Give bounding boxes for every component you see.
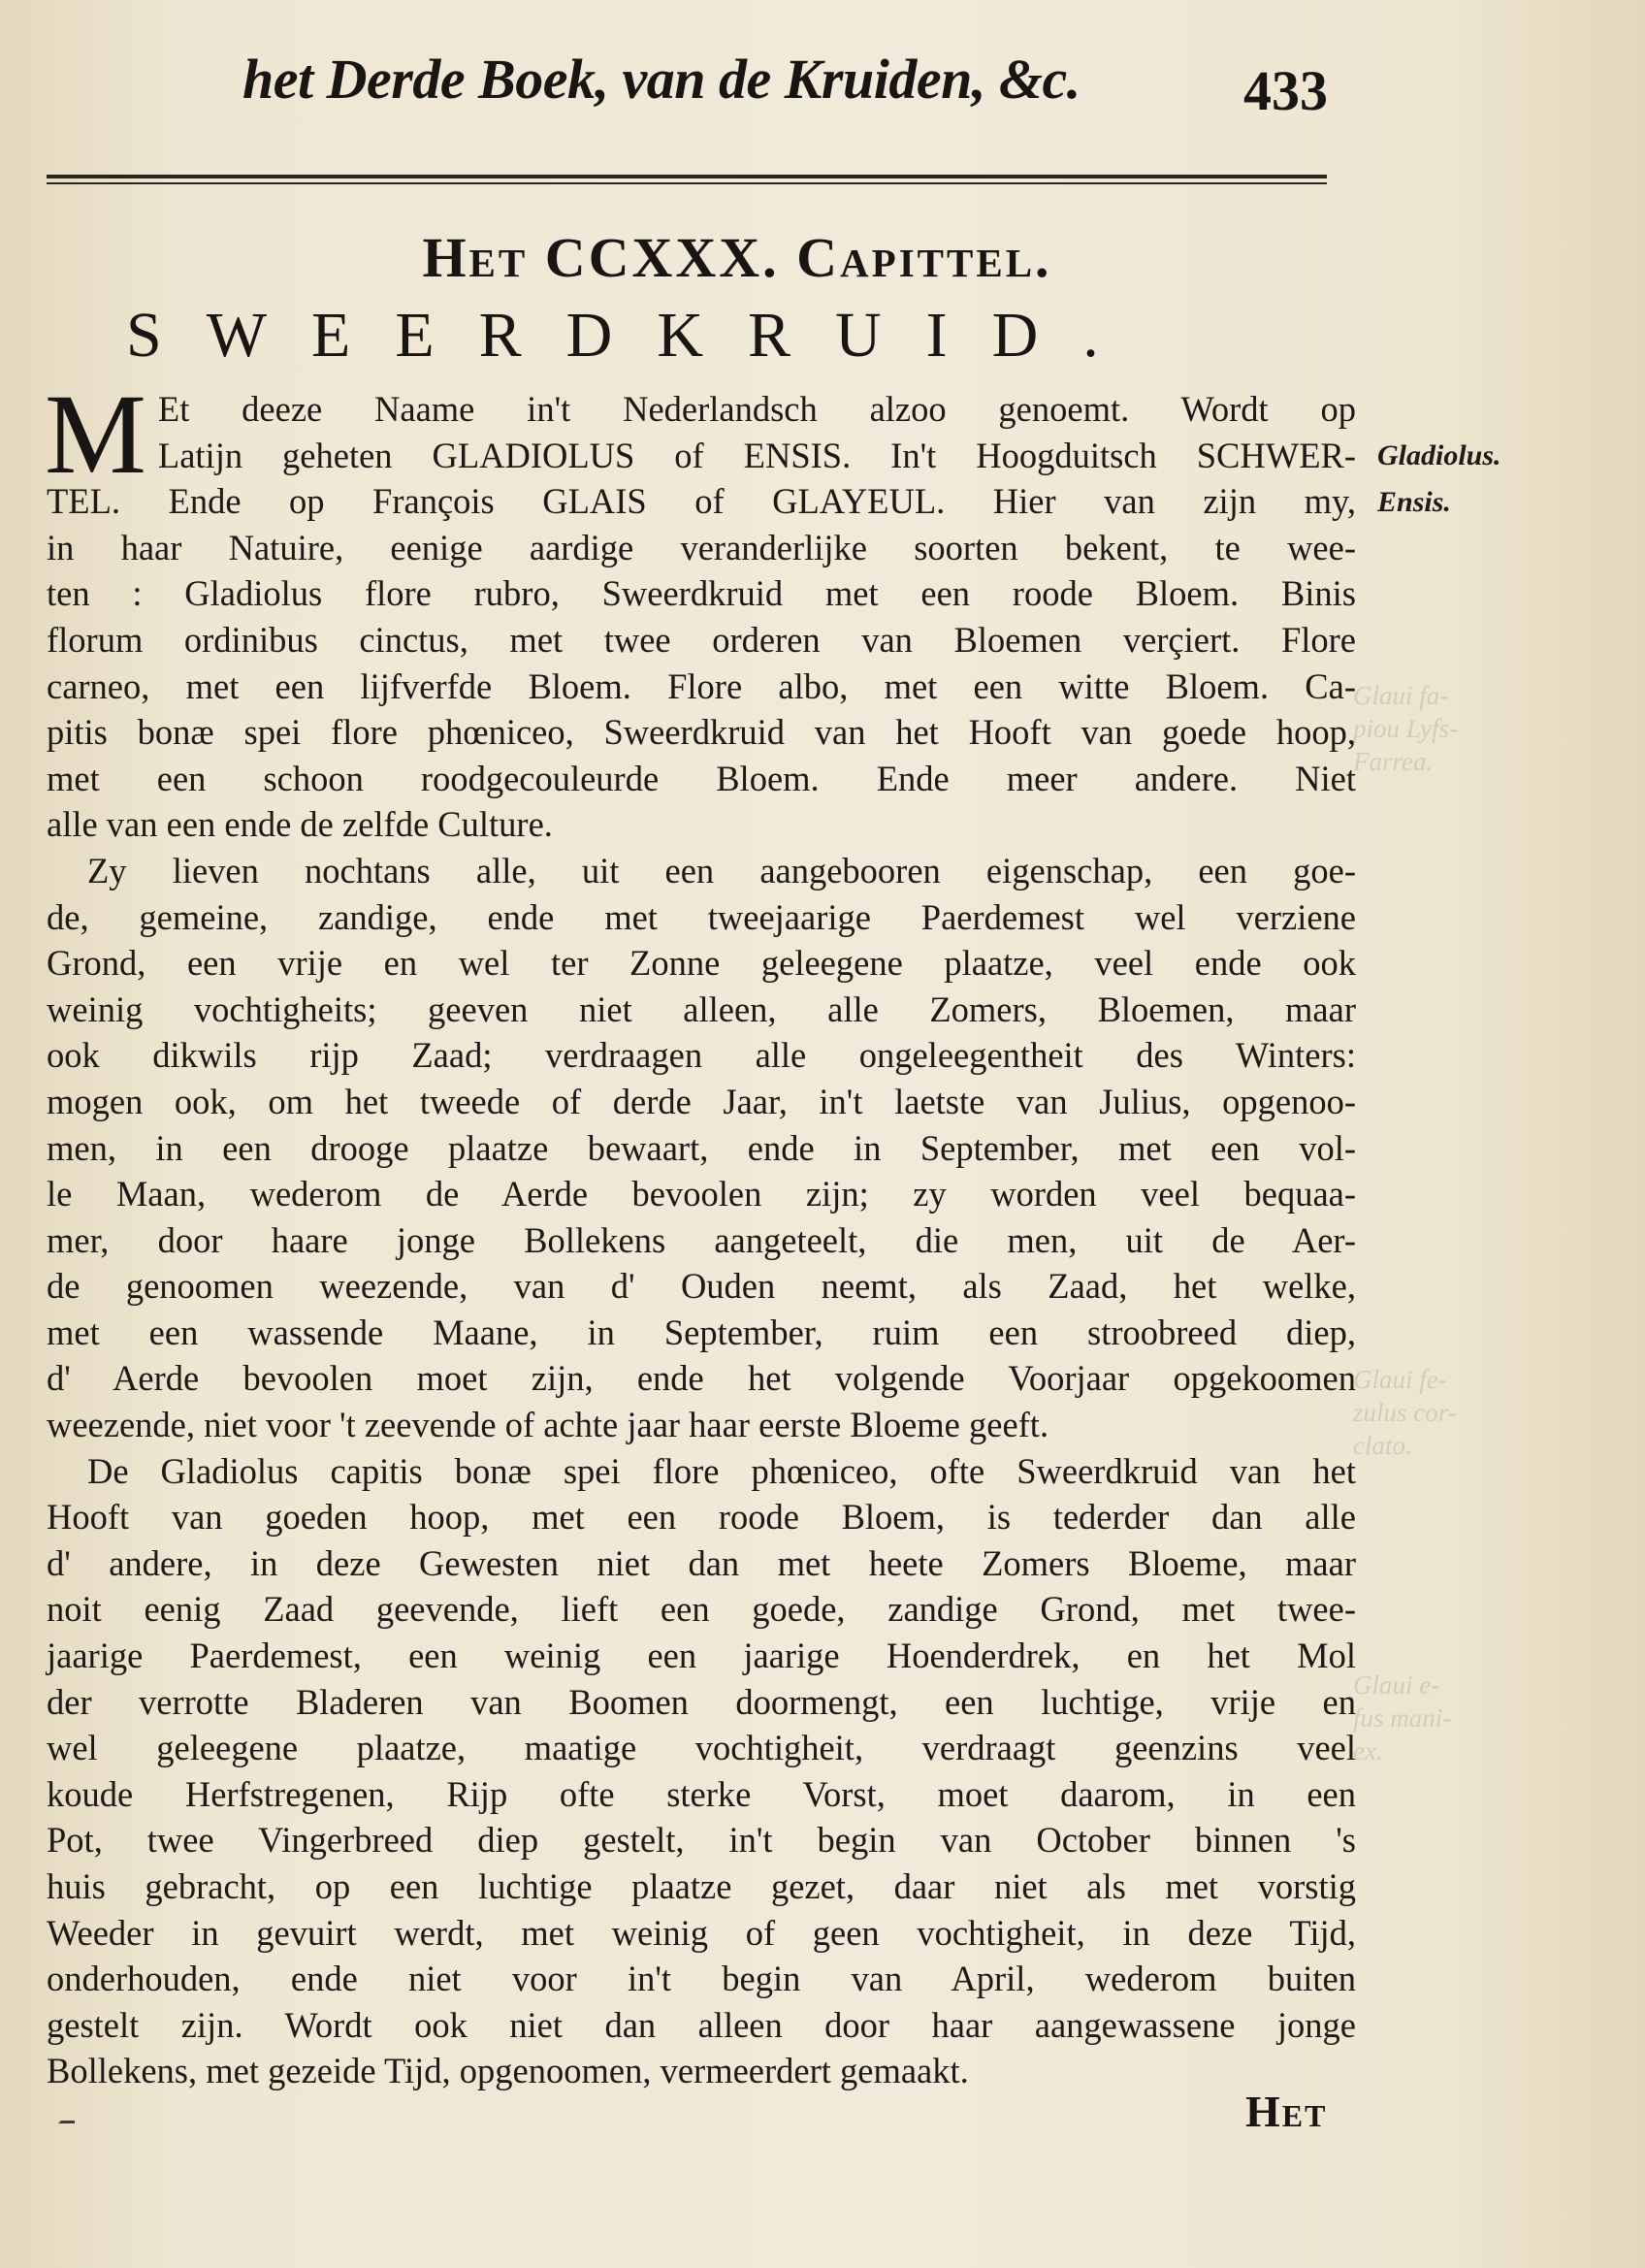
show-through-decoration: Glaui fe- zulus cor- clato. (1353, 1365, 1457, 1460)
show-through-decoration: Glaui fa- piou Lyfs- Farrea. (1353, 681, 1458, 776)
text-line: Et deeze Naame in't Nederlandsch alzoo genoemt. Wordt op (157, 389, 1356, 429)
text-line: in haar Natuire, eenige aardige veranderlijke soorten bekent, te wee- (47, 527, 1356, 567)
text-line: De Gladiolus capitis bonæ spei flore phœniceo, ofte Sweerdkruid van het (87, 1450, 1356, 1491)
text-line: ten : Gladiolus flore rubro, Sweerdkruid met een roode Bloem. Binis (47, 573, 1356, 614)
text-line: weinig vochtigheits; geeven niet alleen, alle Zomers, Bloemen, maar (47, 988, 1356, 1029)
text-line: TEL. Ende op François GLAIS of GLAYEUL. Hier van zijn my, (47, 481, 1356, 522)
text-line: Bollekens, met gezeide Tijd, opgenoomen, vermeerdert gemaakt. (47, 2051, 969, 2091)
text-line: Weeder in gevuirt werdt, met weinig of geen vochtigheit, in deze Tijd, (47, 1912, 1356, 1953)
text-line: florum ordinibus cinctus, met twee orderen van Bloemen verçiert. Flore (47, 619, 1356, 660)
body-text (45, 371, 1356, 2094)
text-line: d' Aerde bevoolen moet zijn, ende het volgende Voorjaar opgekoomen (47, 1358, 1356, 1399)
chapter-title: SWEERDKRUID. (126, 300, 1144, 371)
text-line: noit eenig Zaad geevende, lieft een goede, zandige Grond, met twee- (47, 1589, 1356, 1630)
text-line: Zy lieven nochtans alle, uit een aangebooren eigenschap, een goe- (87, 850, 1356, 891)
text-line: Grond, een vrije en wel ter Zonne geleegene plaatze, veel ende ook (47, 943, 1356, 984)
text-line: carneo, met een lijfverfde Bloem. Flore albo, met een witte Bloem. Ca- (47, 665, 1356, 706)
text-line: pitis bonæ spei flore phœniceo, Sweerdkruid van het Hooft van goede hoop, (47, 712, 1356, 753)
chapter-heading: Het CCXXX. Capittel. (422, 226, 1052, 289)
text-line: de genoomen weezende, van d' Ouden neemt, als Zaad, het welke, (47, 1266, 1356, 1307)
text-line: de, gemeine, zandige, ende met tweejaarige Paerdemest wel verziene (47, 896, 1356, 937)
show-through-decoration: Glaui e- fus mani- ex. (1353, 1670, 1452, 1766)
text-line: Latijn geheten GLADIOLUS of ENSIS. In't Hoogduitsch SCHWER- (157, 435, 1356, 475)
catchword: Het (1245, 2087, 1328, 2136)
header-rule (47, 175, 1327, 178)
text-line: met een schoon roodgecouleurde Bloem. Ende meer andere. Niet (47, 758, 1356, 798)
header-rule-thin (47, 182, 1327, 184)
text-line: ook dikwils rijp Zaad; verdraagen alle ongeleegentheit des Winters: (47, 1035, 1356, 1076)
text-line: wel geleegene plaatze, maatige vochtigheit, verdraagt geenzins veel (47, 1728, 1356, 1768)
sidenote-gladiolus: Gladiolus. (1377, 439, 1501, 471)
text-line: onderhouden, ende niet voor in't begin van April, wederom buiten (47, 1959, 1356, 1999)
text-line: mogen ook, om het tweede of derde Jaar, in't laetste van Julius, opgenoo- (47, 1081, 1356, 1121)
page-number: 433 (1243, 59, 1328, 122)
text-line: Hooft van goeden hoop, met een roode Bloem, is tederder dan alle (47, 1497, 1356, 1538)
running-head: het Derde Boek, van de Kruiden, &c. (242, 48, 1081, 111)
text-line: alle van een ende de zelfde Culture. (47, 804, 553, 845)
text-line: huis gebracht, op een luchtige plaatze gezet, daar niet als met vorstig (47, 1866, 1356, 1906)
text-line: der verrotte Bladeren van Boomen doormengt, een luchtige, vrije en (47, 1681, 1356, 1722)
text-line: mer, door haare jonge Bollekens aangeteelt, die men, uit de Aer- (47, 1219, 1356, 1260)
text-line: le Maan, wederom de Aerde bevoolen zijn; zy worden veel bequaa- (47, 1174, 1356, 1215)
sidenote-ensis: Ensis. (1377, 486, 1451, 518)
text-line: d' andere, in deze Gewesten niet dan met heete Zomers Bloeme, maar (47, 1542, 1356, 1583)
drop-cap: M (45, 371, 146, 498)
text-line: Pot, twee Vingerbreed diep gestelt, in't begin van October binnen 's (47, 1820, 1356, 1861)
print-mark (58, 2111, 75, 2123)
text-line: met een wassende Maane, in September, ruim een stroobreed diep, (47, 1312, 1356, 1352)
text-line: men, in een drooge plaatze bewaart, ende in September, met een vol- (47, 1127, 1356, 1168)
text-line: gestelt zijn. Wordt ook niet dan alleen door haar aangewassene jonge (47, 2004, 1356, 2045)
text-line: weezende, niet voor 't zeevende of achte jaar haar eerste Bloeme geeft. (47, 1405, 1049, 1445)
text-line: koude Herfstregenen, Rijp ofte sterke Vorst, moet daarom, in een (47, 1773, 1356, 1814)
text-line: jaarige Paerdemest, een weinig een jaarige Hoenderdrek, en het Mol (47, 1636, 1356, 1676)
